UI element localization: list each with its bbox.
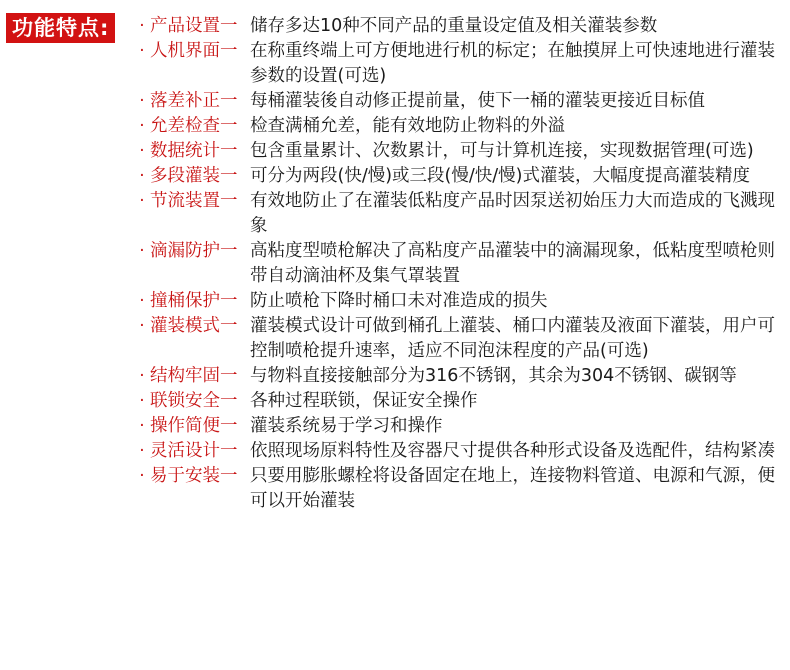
feature-description: 依照现场原料特性及容器尺寸提供各种形式设备及选配件，结构紧凑 bbox=[250, 441, 775, 461]
feature-name: 产品设置一 bbox=[150, 16, 238, 36]
bullet-dot: · bbox=[139, 241, 145, 261]
feature-name: 落差补正一 bbox=[150, 91, 238, 111]
feature-name: 节流装置一 bbox=[150, 191, 238, 211]
feature-name: 滴漏防护一 bbox=[150, 241, 238, 261]
feature-item-statistics bbox=[136, 139, 786, 164]
feature-name: 数据统计一 bbox=[150, 141, 238, 161]
feature-item-drop-compensation bbox=[136, 89, 786, 114]
feature-item-easy-install bbox=[136, 464, 786, 514]
feature-description: 各种过程联锁，保证安全操作 bbox=[250, 391, 478, 411]
feature-name: 结构牢固一 bbox=[150, 366, 238, 386]
feature-name: 灌装模式一 bbox=[150, 316, 238, 336]
feature-description: 灌装模式设计可做到桶孔上灌装、桶口内灌装及液面下灌装，用户可控制喷枪提升速率，适应不同泡沫程度的产品(可选) bbox=[250, 316, 775, 361]
bullet-dot: · bbox=[139, 416, 145, 436]
feature-name: 多段灌装一 bbox=[150, 166, 238, 186]
feature-description: 储存多达10种不同产品的重量设定值及相关灌装参数 bbox=[250, 16, 658, 36]
bullet-dot: · bbox=[139, 291, 145, 311]
features-heading: 功能特点: bbox=[6, 13, 115, 43]
feature-description: 每桶灌装後自动修正提前量，使下一桶的灌装更接近目标值 bbox=[250, 91, 705, 111]
feature-item-flexible-design bbox=[136, 439, 786, 464]
feature-item-product-settings bbox=[136, 14, 786, 39]
feature-item-drip-protection bbox=[136, 239, 786, 289]
feature-name: 灵活设计一 bbox=[150, 441, 238, 461]
feature-description: 在称重终端上可方便地进行机的标定；在触摸屏上可快速地进行灌装参数的设置(可选) bbox=[250, 41, 775, 86]
feature-description: 与物料直接接触部分为316不锈钢，其余为304不锈钢、碳钢等 bbox=[250, 366, 737, 386]
feature-name: 联锁安全一 bbox=[150, 391, 238, 411]
feature-description: 检查满桶允差，能有效地防止物料的外溢 bbox=[250, 116, 565, 136]
feature-description: 灌装系统易于学习和操作 bbox=[250, 416, 443, 436]
bullet-dot: · bbox=[139, 166, 145, 186]
feature-list bbox=[136, 14, 786, 514]
bullet-dot: · bbox=[139, 366, 145, 386]
feature-description: 可分为两段(快/慢)或三段(慢/快/慢)式灌装，大幅度提高灌装精度 bbox=[250, 166, 750, 186]
feature-name: 易于安装一 bbox=[150, 466, 238, 486]
bullet-dot: · bbox=[139, 116, 145, 136]
feature-item-easy-operation bbox=[136, 414, 786, 439]
bullet-dot: · bbox=[139, 91, 145, 111]
feature-description: 高粘度型喷枪解决了高粘度产品灌装中的滴漏现象，低粘度型喷枪则带自动滴油杯及集气罩装置 bbox=[250, 241, 775, 286]
feature-name: 允差检查一 bbox=[150, 116, 238, 136]
feature-description: 只要用膨胀螺栓将设备固定在地上，连接物料管道、电源和气源，便可以开始灌装 bbox=[250, 466, 775, 511]
bullet-dot: · bbox=[139, 316, 145, 336]
bullet-dot: · bbox=[139, 391, 145, 411]
feature-description: 包含重量累计、次数累计，可与计算机连接，实现数据管理(可选) bbox=[250, 141, 754, 161]
feature-item-multistage-filling bbox=[136, 164, 786, 189]
feature-name: 撞桶保护一 bbox=[150, 291, 238, 311]
bullet-dot: · bbox=[139, 466, 145, 486]
feature-item-structure bbox=[136, 364, 786, 389]
feature-item-throttle bbox=[136, 189, 786, 239]
feature-item-collision-protection bbox=[136, 289, 786, 314]
feature-item-hmi bbox=[136, 39, 786, 89]
feature-name: 人机界面一 bbox=[150, 41, 238, 61]
bullet-dot: · bbox=[139, 191, 145, 211]
bullet-dot: · bbox=[139, 16, 145, 36]
feature-item-filling-mode bbox=[136, 314, 786, 364]
feature-item-tolerance-check bbox=[136, 114, 786, 139]
bullet-dot: · bbox=[139, 141, 145, 161]
feature-description: 有效地防止了在灌装低粘度产品时因泵送初始压力大而造成的飞溅现象 bbox=[250, 191, 775, 236]
bullet-dot: · bbox=[139, 441, 145, 461]
bullet-dot: · bbox=[139, 41, 145, 61]
feature-description: 防止喷枪下降时桶口未对准造成的损失 bbox=[250, 291, 548, 311]
feature-name: 操作简便一 bbox=[150, 416, 238, 436]
feature-item-interlock-safety bbox=[136, 389, 786, 414]
